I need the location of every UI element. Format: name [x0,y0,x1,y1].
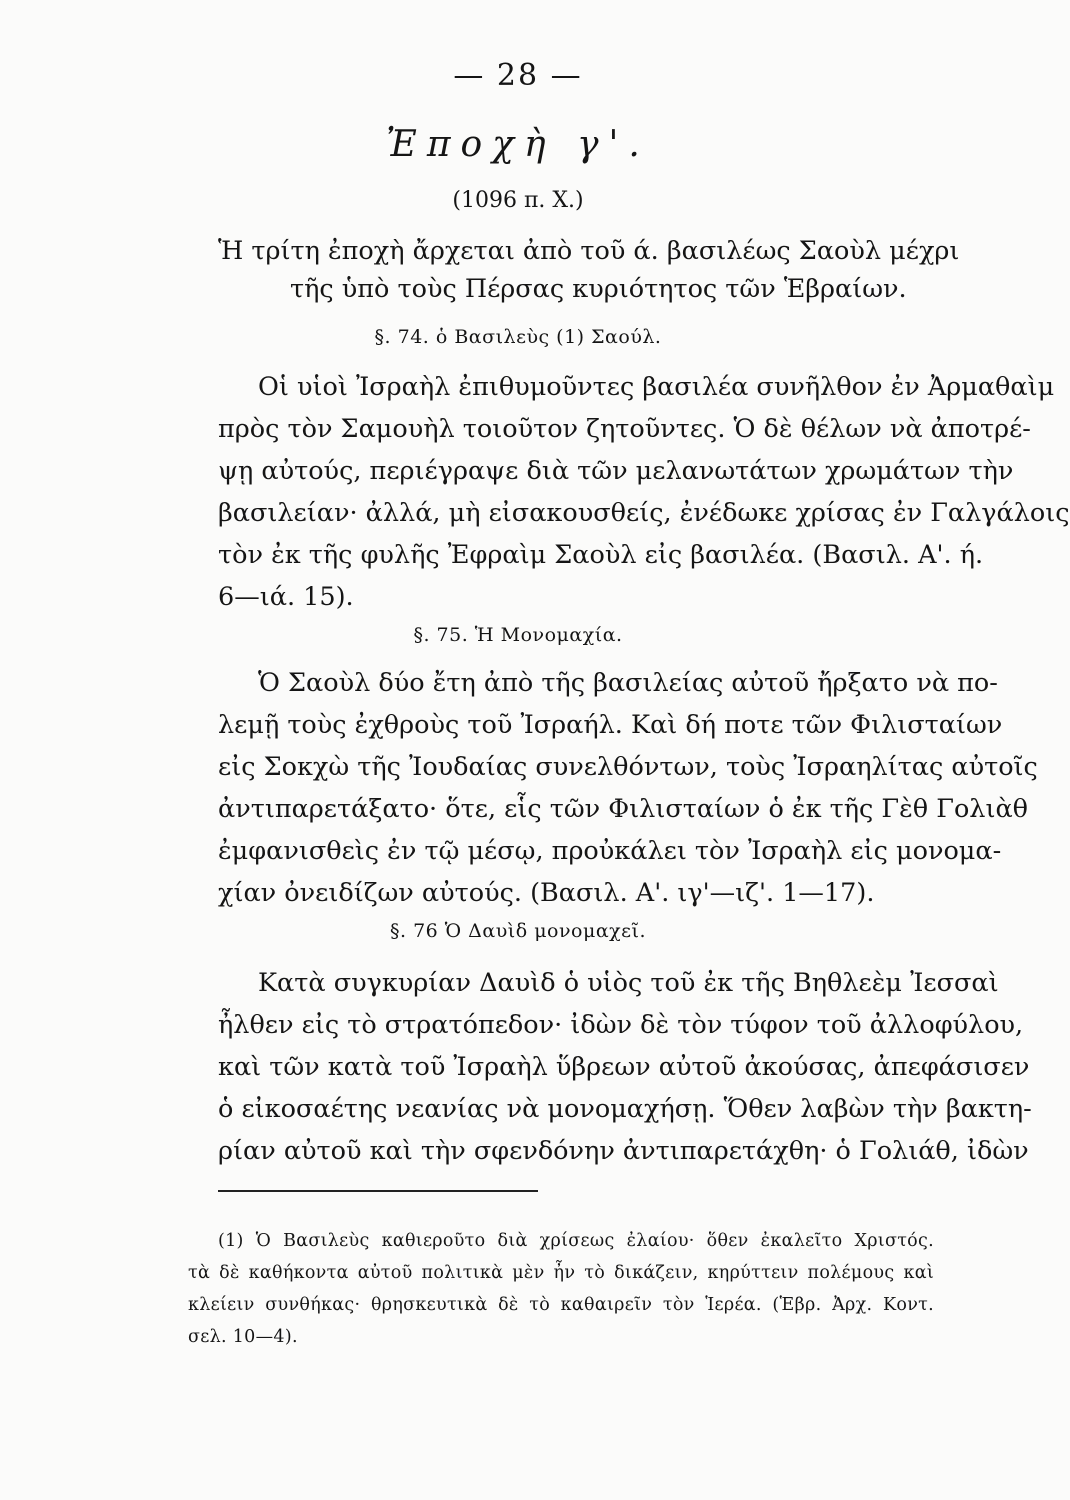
paragraph-line: λεμῇ τοὺς ἐχθροὺς τοῦ Ἰσραήλ. Καὶ δή ποτε τῶν Φιλισταίων [218,710,1003,740]
paragraph-line: ἐμφανισθεὶς ἐν τῷ μέσῳ, προὐκάλει τὸν Ἰσραὴλ εἰς μονομα- [218,836,1002,866]
section-heading: §. 74. ὁ Βασιλεὺς (1) Σαούλ. [374,326,662,348]
footnote-line: σελ. 10—4). [188,1327,298,1347]
paragraph-line: βασιλείαν· ἀλλά, μὴ εἰσακουσθείς, ἐνέδωκε χρίσας ἐν Γαλγάλοις [218,498,1070,528]
section-heading: §. 76 Ὁ Δαυὶδ μονομαχεῖ. [390,920,646,942]
page-number: — 28 — [453,58,583,93]
footnote-line: τὰ δὲ καθήκοντα αὐτοῦ πολιτικὰ μὲν ἦν τὸ δικάζειν, κηρύττειν πολέμους καὶ [188,1263,934,1283]
paragraph-line: Οἱ υἱοὶ Ἰσραὴλ ἐπιθυμοῦντες βασιλέα συνῆλθον ἐν Ἀρμαθαὶμ [258,372,1055,402]
footnote-rule [218,1190,538,1192]
footnote-line: κλείειν συνθήκας· θρησκευτικὰ δὲ τὸ καθαιρεῖν τὸν Ἱερέα. (Ἑβρ. Ἀρχ. Κοντ. [188,1295,934,1315]
paragraph-line: χίαν ὀνειδίζων αὐτούς. (Βασιλ. Α'. ιγ'—ιζ'. 1—17). [218,878,875,908]
footnote-line: (1) Ὁ Βασιλεὺς καθιεροῦτο διὰ χρίσεως ἐλαίου· ὅθεν ἐκαλεῖτο Χριστός. [218,1231,934,1251]
era-title: Ἐποχὴ γ'. [386,124,650,165]
section-heading: §. 75. Ἡ Μονομαχία. [413,624,623,646]
paragraph-line: καὶ τῶν κατὰ τοῦ Ἰσραὴλ ὕβρεων αὐτοῦ ἀκούσας, ἀπεφάσισεν [218,1052,1030,1082]
paragraph-line: 6—ιά. 15). [218,582,354,612]
paragraph-line: εἰς Σοκχὼ τῆς Ἰουδαίας συνελθόντων, τοὺς Ἰσραηλίτας αὐτοῖς [218,752,1038,782]
paragraph-line: ὁ εἰκοσαέτης νεανίας νὰ μονομαχήσῃ. Ὅθεν λαβὼν τὴν βακτη- [218,1094,1032,1124]
era-date: (1096 π. Χ.) [452,188,584,213]
intro-line: τῆς ὑπὸ τοὺς Πέρσας κυριότητος τῶν Ἑβραίων. [290,274,907,304]
paragraph-line: τὸν ἐκ τῆς φυλῆς Ἐφραὶμ Σαοὺλ εἰς βασιλέα. (Βασιλ. Α'. ή. [218,540,984,570]
intro-line: Ἡ τρίτη ἐποχὴ ἄρχεται ἀπὸ τοῦ ά. βασιλέως Σαοὺλ μέχρι [218,236,960,266]
paragraph-line: ἦλθεν εἰς τὸ στρατόπεδον· ἰδὼν δὲ τὸν τύφον τοῦ ἀλλοφύλου, [218,1010,1024,1040]
paragraph-line: Κατὰ συγκυρίαν Δαυὶδ ὁ υἱὸς τοῦ ἐκ τῆς Βηθλεὲμ Ἰεσσαὶ [258,968,999,998]
paragraph-line: ρίαν αὐτοῦ καὶ τὴν σφενδόνην ἀντιπαρετάχθη· ὁ Γολιάθ, ἰδὼν [218,1136,1029,1166]
paragraph-line: πρὸς τὸν Σαμουὴλ τοιοῦτον ζητοῦντες. Ὁ δὲ θέλων νὰ ἀποτρέ- [218,414,1031,444]
paragraph-line: ἀντιπαρετάξατο· ὅτε, εἷς τῶν Φιλισταίων ὁ ἐκ τῆς Γὲθ Γολιὰθ [218,794,1029,824]
paragraph-line: ψῃ αὐτούς, περιέγραψε διὰ τῶν μελανωτάτων χρωμάτων τὴν [218,456,1014,486]
paragraph-line: Ὁ Σαοὺλ δύο ἔτη ἀπὸ τῆς βασιλείας αὐτοῦ ἤρξατο νὰ πο- [258,668,998,698]
